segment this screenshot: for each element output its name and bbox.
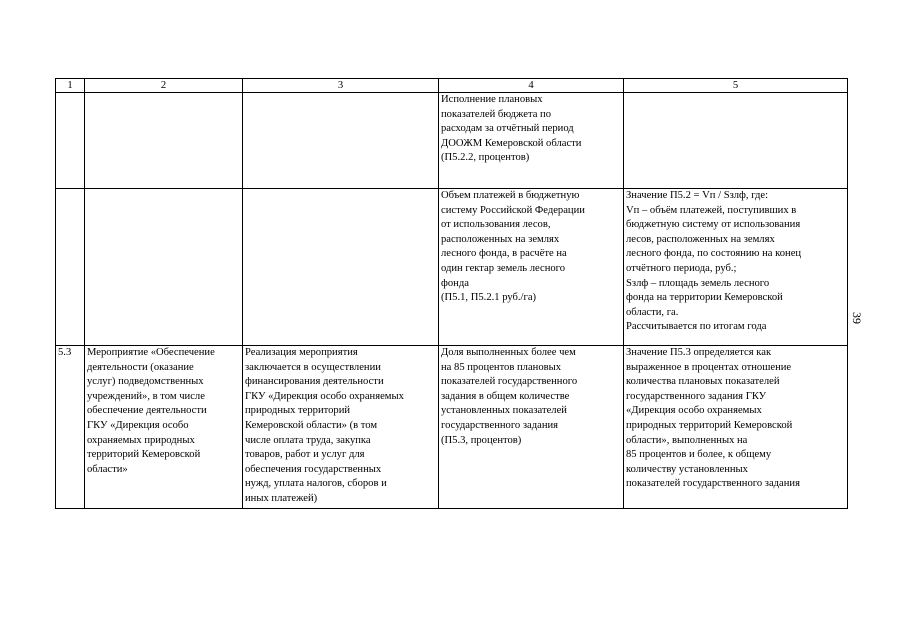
table-cell: 5.3	[56, 346, 85, 509]
header-cell-5: 5	[624, 79, 848, 93]
table-cell: Значение П5.3 определяется как выраженное в процентах отношение количества плановых показателей государственного задания ГКУ «Дирекция особо охраняемых природных территорий Кемеровской области», выполненных на 85 процентов и более, к общему количеству установленных показателей государственного задания	[624, 346, 848, 509]
page-number: 39	[850, 312, 864, 324]
table-cell	[624, 93, 848, 189]
table-row	[56, 189, 848, 346]
table-cell: Значение П5.2 = Vп / Sзлф, где: Vп – объём платежей, поступивших в бюджетную систему от использования лесов, расположенных на землях лесного фонда, по состоянию на конец отчётного периода, руб.; Sзлф – площадь земель лесного фонда на территории Кемеровской области, га. Рассчитывается по итогам года	[624, 189, 848, 346]
header-cell-1: 1	[56, 79, 85, 93]
header-cell-3: 3	[243, 79, 439, 93]
table-cell	[56, 93, 85, 189]
table-cell	[85, 93, 243, 189]
table-cell: Объем платежей в бюджетную систему Российской Федерации от использования лесов, расположенных на землях лесного фонда, в расчёте на один гектар земель лесного фонда (П5.1, П5.2.1 руб./га)	[439, 189, 624, 346]
document-table	[55, 78, 848, 509]
table-cell: Реализация мероприятия заключается в осуществлении финансирования деятельности ГКУ «Дирекция особо охраняемых природных территорий Кемеровской области» (в том числе оплата труда, закупка товаров, работ и услуг для обеспечения государственных нужд, уплата налогов, сборов и иных платежей)	[243, 346, 439, 509]
table-cell	[243, 93, 439, 189]
table-cell: Мероприятие «Обеспечение деятельности (оказание услуг) подведомственных учреждений», в том числе обеспечение деятельности ГКУ «Дирекция особо охраняемых природных территорий Кемеровской области»	[85, 346, 243, 509]
table-cell	[85, 189, 243, 346]
header-row	[56, 79, 848, 93]
table-cell	[56, 189, 85, 346]
table-cell: Исполнение плановых показателей бюджета по расходам за отчётный период ДООЖМ Кемеровской области (П5.2.2, процентов)	[439, 93, 624, 189]
header-cell-4: 4	[439, 79, 624, 93]
table-cell: Доля выполненных более чем на 85 процентов плановых показателей государственного задания в общем количестве установленных показателей государственного задания (П5.3, процентов)	[439, 346, 624, 509]
header-cell-2: 2	[85, 79, 243, 93]
table-cell	[243, 189, 439, 346]
table-row	[56, 93, 848, 189]
table-row	[56, 346, 848, 509]
